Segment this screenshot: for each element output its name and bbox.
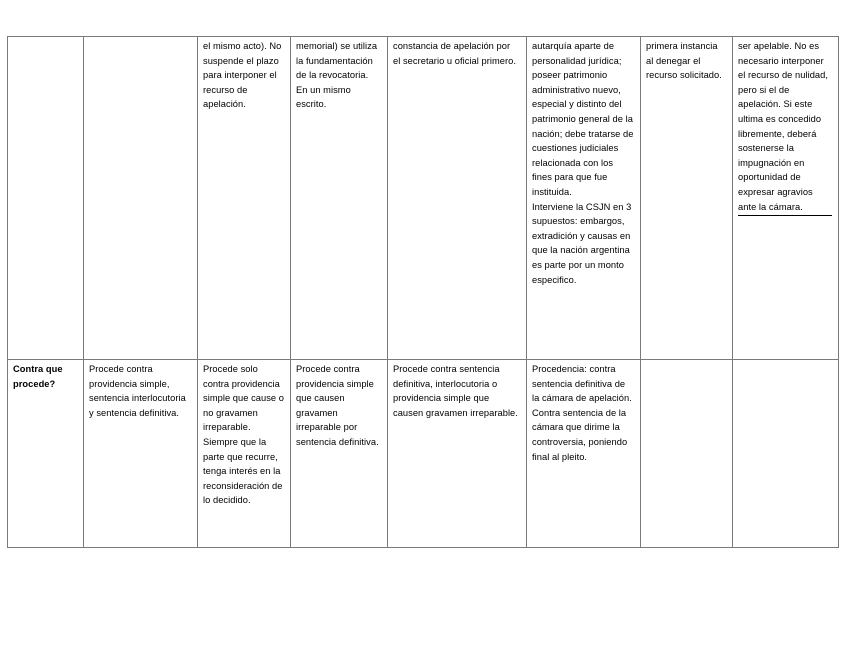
table-cell: Procede contra sentencia definitiva, interlocutoria o providencia simple que causen gravamen irreparable. — [388, 360, 527, 548]
row-label: Contra que procede? — [8, 360, 84, 548]
table-cell — [84, 37, 198, 360]
cell-paragraph: autarquía aparte de personalidad jurídica; poseer patrimonio administrativo nuevo, especial y distinto del patrimonio general de la nación; debe tratarse de cuestiones judiciales relacionada con los fines para que fue instituida. — [532, 41, 634, 197]
table-cell: Procede solo contra providencia simple que cause o no gravamen irreparable. Siempre que la parte que recurre, tenga interés en la reconsideración de lo decidido. — [198, 360, 291, 548]
table-cell: primera instancia al denegar el recurso solicitado. — [641, 37, 733, 360]
table-cell — [733, 37, 839, 360]
continued-row — [8, 37, 839, 360]
recursos-table — [7, 36, 839, 548]
table-cell — [8, 37, 84, 360]
table-cell — [733, 360, 839, 548]
cell-paragraph: Interviene la CSJN en 3 supuestos: embargos, extradición y causas en que la nación argentina es parte por un monto especifico. — [532, 201, 632, 285]
table-cell: Procede contra providencia simple, sentencia interlocutoria y sentencia definitiva. — [84, 360, 198, 548]
table-cell — [641, 360, 733, 548]
table-cell — [527, 37, 641, 360]
table-cell: constancia de apelación por el secretario u oficial primero. — [388, 37, 527, 360]
table-cell: memorial) se utiliza la fundamentación de la revocatoria. En un mismo escrito. — [291, 37, 388, 360]
table-cell: Procede contra providencia simple que causen gravamen irreparable por sentencia definitiva. — [291, 360, 388, 548]
underlined-note: ser apelable. No es necesario interponer el recurso de nulidad, pero si el de apelación. Si este ultima es concedido libremente, deberá sostenerse la impugnación en oportunidad de expresar agravios ante la cámara. — [738, 39, 832, 216]
procede-row — [8, 360, 839, 548]
table-cell: el mismo acto). No suspende el plazo para interponer el recurso de apelación. — [198, 37, 291, 360]
table-cell: Procedencia: contra sentencia definitiva de la cámara de apelación. Contra sentencia de la cámara que dirime la controversia, poniendo final al pleito. — [527, 360, 641, 548]
